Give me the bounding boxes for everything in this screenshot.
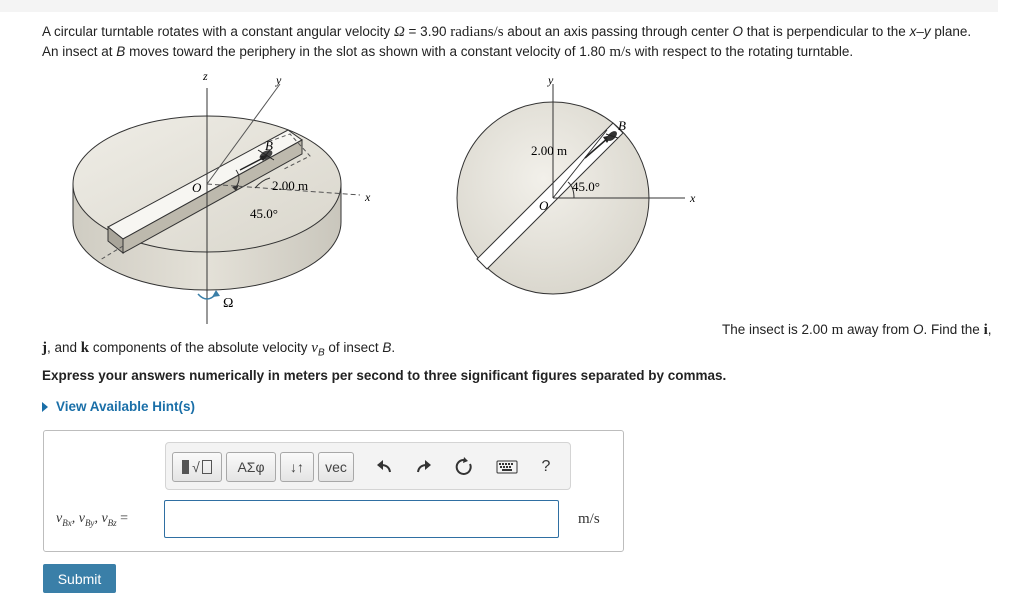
top-angle-label: 45.0° — [572, 179, 600, 194]
greek-symbols-button[interactable]: ΑΣφ — [226, 452, 276, 482]
top-origin-label: O — [539, 198, 549, 213]
angle-label: 45.0° — [250, 206, 278, 221]
arrows-button[interactable]: ↓↑ — [280, 452, 314, 482]
axis-z-label: z — [203, 69, 208, 83]
answer-input[interactable] — [164, 500, 559, 538]
view-hints-link[interactable] — [42, 399, 195, 414]
answer-box — [43, 430, 624, 552]
submit-button[interactable]: Submit — [43, 564, 116, 593]
rotation-arrow-icon — [198, 290, 220, 299]
undo-icon[interactable] — [370, 452, 398, 482]
turntable-3d-view — [73, 69, 371, 324]
help-button[interactable]: ? — [541, 458, 551, 475]
top-axis-x-label: x — [690, 191, 696, 205]
top-bar — [0, 0, 998, 12]
vector-button[interactable]: vec — [318, 452, 354, 482]
top-insect-label: B — [618, 118, 626, 133]
axis-y-label: y — [276, 73, 282, 87]
redo-icon[interactable] — [410, 452, 438, 482]
question-text-left: j, and k components of the absolute velocity $v_B$ of insect B. — [42, 340, 396, 359]
math-toolbar — [165, 442, 571, 490]
problem-statement: A circular turntable rotates with a constant angular velocity Ω = 3.90 radians/s about an axis passing through center O that is perpendicular to the x–y plane. An insect at B moves toward the periphery in the slot as shown with a constant velocity of 1.80 m/s with respect to the rotating turntable. — [42, 24, 972, 60]
templates-button[interactable] — [172, 452, 222, 482]
answer-instruction: Express your answers numerically in meters per second to three significant figures separated by commas. — [42, 368, 727, 383]
reset-icon[interactable] — [450, 452, 478, 482]
expand-triangle-icon — [42, 402, 48, 412]
answer-unit: m/s — [578, 511, 600, 527]
answer-label: $v_{Bx}$, $v_{By}$, $v_{Bz}$ = — [56, 511, 129, 528]
top-axis-y-label: y — [548, 73, 554, 87]
distance-label: 2.00 m — [272, 178, 309, 193]
sqrt-icon: √ — [192, 459, 200, 475]
turntable-figure — [40, 64, 720, 334]
keyboard-icon[interactable] — [492, 452, 522, 482]
question-text-right: The insect is 2.00 m away from O. Find the i, — [722, 322, 992, 338]
box-icon — [202, 460, 212, 474]
origin-label: O — [192, 180, 202, 195]
axis-x-label: x — [365, 190, 371, 204]
hints-label: View Available Hint(s) — [56, 399, 196, 414]
omega-label: Ω — [223, 296, 234, 311]
insect-label: B — [265, 138, 273, 153]
top-distance-label: 2.00 m — [531, 143, 568, 158]
template-block-icon — [182, 460, 189, 474]
turntable-top-view — [457, 73, 696, 294]
